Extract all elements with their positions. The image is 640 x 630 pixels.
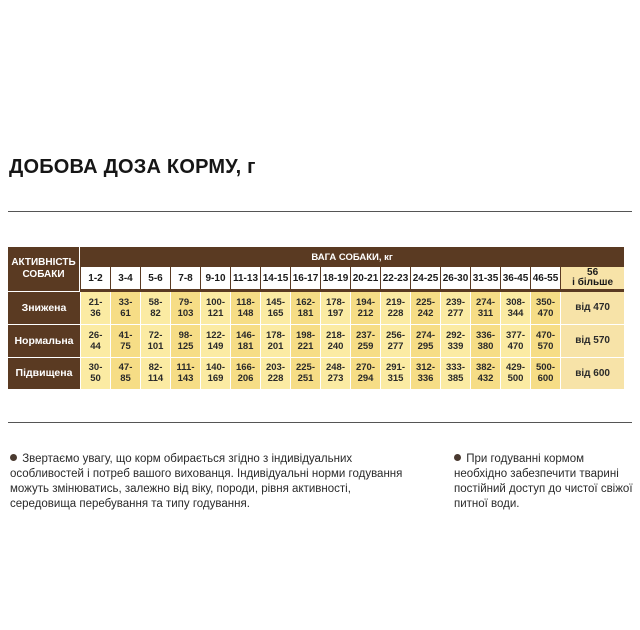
dose-to: 181: [237, 340, 254, 352]
dose-cell-last: від 600: [560, 358, 624, 389]
dose-from: 30-: [88, 362, 103, 374]
dose-to: 294: [357, 373, 374, 385]
dose-to: 311: [477, 307, 494, 319]
weight-range-cell-last: [560, 267, 624, 292]
dose-from: 291-: [385, 362, 405, 374]
dose-cell-last: від 470: [560, 292, 624, 325]
dose-to: 44: [90, 340, 101, 352]
dose-from: 58-: [148, 296, 163, 308]
dose-cell: [410, 325, 440, 358]
dose-to: 273: [327, 373, 344, 385]
dose-to: 500: [507, 373, 524, 385]
dose-cell: [350, 358, 380, 389]
dose-to: 470: [507, 340, 524, 352]
dose-cell: [500, 358, 530, 389]
activity-label: Нормальна: [8, 325, 80, 358]
dose-cell: [260, 358, 290, 389]
dose-to: 125: [177, 340, 194, 352]
weight-range-cell: 1-2: [80, 267, 110, 292]
dose-to: 85: [120, 373, 131, 385]
dose-from: 33-: [118, 296, 133, 308]
dose-from: 312-: [415, 362, 435, 374]
dose-cell: [170, 358, 200, 389]
dose-cell: [200, 358, 230, 389]
dose-from: 350-: [535, 296, 555, 308]
dose-cell: [530, 325, 560, 358]
dose-from: 47-: [118, 362, 133, 374]
dose-from: 218-: [325, 329, 345, 341]
dose-to: 149: [207, 340, 224, 352]
dose-cell: [380, 358, 410, 389]
bullet-icon: [454, 454, 461, 461]
dose-cell: [440, 292, 470, 325]
dose-cell: [350, 292, 380, 325]
dose-from: 248-: [325, 362, 345, 374]
dose-to: 228: [267, 373, 284, 385]
dose-from: 274-: [475, 296, 495, 308]
weight-range-cell: 36-45: [500, 267, 530, 292]
dose-cell: [230, 325, 260, 358]
dose-from: 225-: [295, 362, 315, 374]
dose-from: 225-: [415, 296, 435, 308]
note-fresh-water: [454, 452, 634, 512]
dose-cell: [320, 358, 350, 389]
dose-cell: [410, 292, 440, 325]
dose-cell: [170, 325, 200, 358]
dose-cell: [110, 292, 140, 325]
weight-range-cell: 5-6: [140, 267, 170, 292]
dose-cell: [320, 292, 350, 325]
dose-cell: [320, 325, 350, 358]
dose-from: 162-: [295, 296, 315, 308]
bullet-icon: [10, 454, 17, 461]
dose-cell: [470, 358, 500, 389]
dose-from: 500-: [535, 362, 555, 374]
weight-range-cell: 24-25: [410, 267, 440, 292]
dose-cell: [140, 292, 170, 325]
note-individual-needs: [10, 452, 420, 512]
dose-from: 429-: [505, 362, 525, 374]
dose-cell: [200, 292, 230, 325]
dose-from: 270-: [355, 362, 375, 374]
dose-to: 212: [357, 307, 374, 319]
dose-to: 600: [537, 373, 554, 385]
dose-cell: [110, 358, 140, 389]
dose-to: 228: [387, 307, 404, 319]
bottom-divider: [8, 422, 632, 423]
dose-cell: [80, 325, 110, 358]
dose-from: 336-: [475, 329, 495, 341]
dose-cell: [290, 325, 320, 358]
dose-from: 256-: [385, 329, 405, 341]
dose-to: 344: [507, 307, 524, 319]
dose-from: 237-: [355, 329, 375, 341]
weight-range-cell: 18-19: [320, 267, 350, 292]
dose-to: 103: [177, 307, 194, 319]
dose-from: 203-: [265, 362, 285, 374]
weight-range-cell: 22-23: [380, 267, 410, 292]
dose-cell: [470, 292, 500, 325]
dose-from: 178-: [325, 296, 345, 308]
dose-to: 240: [327, 340, 344, 352]
dose-cell: [290, 358, 320, 389]
page-title: ДОБОВА ДОЗА КОРМУ, г: [9, 156, 256, 178]
weight-range-cell: 3-4: [110, 267, 140, 292]
dose-from: 26-: [88, 329, 103, 341]
dose-cell: [260, 325, 290, 358]
dose-to: 50: [90, 373, 101, 385]
dose-cell: [80, 358, 110, 389]
dose-to: 277: [447, 307, 464, 319]
dose-to: 101: [147, 340, 164, 352]
weight-range-cell: 11-13: [230, 267, 260, 292]
dose-from: 194-: [355, 296, 375, 308]
dose-cell-last: від 570: [560, 325, 624, 358]
dose-cell: [530, 292, 560, 325]
dose-to: 75: [120, 340, 131, 352]
top-divider: [8, 211, 632, 212]
dose-cell: [500, 325, 530, 358]
dose-to: 339: [447, 340, 464, 352]
dose-to: 221: [297, 340, 314, 352]
dose-to: 251: [297, 373, 314, 385]
dose-cell: [440, 358, 470, 389]
weight-range-cell: 14-15: [260, 267, 290, 292]
activity-label: Підвищена: [8, 358, 80, 389]
table-row: [8, 358, 624, 389]
note-fresh-water-text: При годуванні кормом необхідно забезпечити тварині постійний доступ до чистої свіжої питної води.: [454, 453, 633, 510]
dose-cell: [380, 325, 410, 358]
dose-cell: [80, 292, 110, 325]
feeding-table: [8, 247, 624, 389]
dose-to: 432: [477, 373, 494, 385]
dose-from: 100-: [205, 296, 225, 308]
note-individual-needs-text: Звертаємо увагу, що корм обирається згідно з індивідуальних особливостей і потреб вашого вихованця. Індивідуальні норми годування можуть змінюватись, залежно від віку, породи, рівня активності, середовища перебування та типу годування.: [10, 453, 403, 510]
weight-range-cell: 7-8: [170, 267, 200, 292]
table-row: [8, 325, 624, 358]
dose-to: 121: [207, 307, 224, 319]
weight-range-cell: 9-10: [200, 267, 230, 292]
dose-from: 308-: [505, 296, 525, 308]
dose-to: 295: [417, 340, 434, 352]
dose-from: 198-: [295, 329, 315, 341]
dose-from: 377-: [505, 329, 525, 341]
weight-range-cell: 20-21: [350, 267, 380, 292]
dose-from: 333-: [445, 362, 465, 374]
dose-to: 206: [237, 373, 254, 385]
dose-from: 166-: [235, 362, 255, 374]
dose-to: 169: [207, 373, 224, 385]
dose-to: 61: [120, 307, 131, 319]
weight-range-cell: 46-55: [530, 267, 560, 292]
dose-to: 470: [537, 307, 554, 319]
weight-range-cell: 16-17: [290, 267, 320, 292]
dose-from: 122-: [205, 329, 225, 341]
dose-from: 145-: [265, 296, 285, 308]
dose-from: 292-: [445, 329, 465, 341]
dose-to: 36: [90, 307, 101, 319]
dose-to: 277: [387, 340, 404, 352]
weight-range-last-line2: і більше: [572, 277, 614, 288]
dose-cell: [110, 325, 140, 358]
dose-to: 114: [147, 373, 164, 385]
dose-from: 146-: [235, 329, 255, 341]
dose-from: 118-: [236, 296, 255, 308]
dose-from: 72-: [148, 329, 163, 341]
dose-cell: [530, 358, 560, 389]
dose-cell: [170, 292, 200, 325]
dose-cell: [380, 292, 410, 325]
weight-range-cell: 31-35: [470, 267, 500, 292]
dose-cell: [230, 358, 260, 389]
dose-from: 382-: [475, 362, 495, 374]
table-row: [8, 292, 624, 325]
dose-from: 111-: [176, 362, 195, 374]
dose-cell: [260, 292, 290, 325]
dose-from: 79-: [178, 296, 193, 308]
activity-header: АКТИВНІСТЬ СОБАКИ: [8, 247, 80, 292]
dose-to: 197: [327, 307, 344, 319]
weight-range-last-line1: 56: [587, 267, 599, 278]
dose-to: 385: [447, 373, 464, 385]
dose-cell: [140, 358, 170, 389]
dose-from: 21-: [88, 296, 103, 308]
dose-to: 242: [417, 307, 434, 319]
dose-from: 98-: [178, 329, 193, 341]
dose-from: 274-: [415, 329, 435, 341]
dose-to: 201: [267, 340, 284, 352]
dose-to: 143: [177, 373, 194, 385]
dose-from: 178-: [265, 329, 285, 341]
dose-from: 82-: [148, 362, 163, 374]
dose-cell: [500, 292, 530, 325]
dose-from: 219-: [385, 296, 405, 308]
dose-to: 181: [297, 307, 314, 319]
activity-label: Знижена: [8, 292, 80, 325]
dose-to: 315: [387, 373, 404, 385]
dose-from: 239-: [445, 296, 465, 308]
dose-to: 259: [357, 340, 374, 352]
dose-cell: [470, 325, 500, 358]
dose-cell: [350, 325, 380, 358]
dose-cell: [140, 325, 170, 358]
dose-cell: [290, 292, 320, 325]
dose-from: 140-: [205, 362, 225, 374]
dose-cell: [200, 325, 230, 358]
dose-to: 570: [537, 340, 554, 352]
dose-to: 82: [150, 307, 161, 319]
dose-cell: [230, 292, 260, 325]
dose-to: 165: [267, 307, 284, 319]
dose-cell: [410, 358, 440, 389]
weight-range-row: [8, 267, 624, 292]
dose-to: 336: [417, 373, 434, 385]
weight-header: ВАГА СОБАКИ, кг: [80, 247, 624, 267]
dose-from: 470-: [535, 329, 555, 341]
dose-to: 380: [477, 340, 494, 352]
dose-to: 148: [237, 307, 254, 319]
dose-cell: [440, 325, 470, 358]
dose-from: 41-: [118, 329, 133, 341]
weight-range-cell: 26-30: [440, 267, 470, 292]
